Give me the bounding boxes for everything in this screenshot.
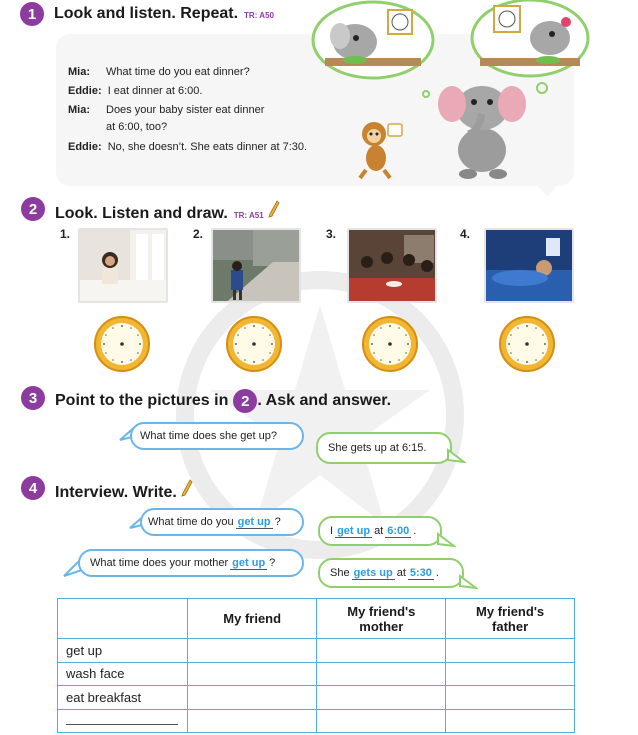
- picture-number-4: 4.: [460, 227, 471, 241]
- photo-boy-walking: [211, 228, 301, 303]
- table-row: [58, 709, 575, 733]
- section-3-title-end: . Ask and answer.: [257, 392, 392, 409]
- row-label-blank[interactable]: [58, 709, 188, 733]
- monkey-mia-illustration: [352, 118, 408, 180]
- header-my-friend: My friend: [187, 599, 316, 639]
- table-row: [58, 662, 575, 686]
- photo-family-dinner: [347, 228, 437, 303]
- dialogue-line-5: [68, 141, 307, 153]
- write-in-line[interactable]: [66, 713, 178, 725]
- answer-text: She gets up at 6:15.: [328, 442, 427, 454]
- section-1-badge: 1: [20, 2, 44, 26]
- dialogue-line-2: [68, 85, 202, 97]
- question-text: What time does she get up?: [140, 430, 277, 442]
- table-cell[interactable]: [187, 709, 316, 733]
- header-friends-mother: My friend's mother: [317, 599, 446, 639]
- section-4-heading: [55, 479, 193, 502]
- a2-mid: at: [396, 567, 406, 579]
- thought-bubble-sister-illustration: [470, 0, 590, 80]
- a1-end: .: [413, 525, 417, 537]
- section-2-track[interactable]: TR: A51: [233, 211, 264, 220]
- q1-end: ?: [274, 516, 281, 528]
- a2-time-blank[interactable]: 5:30: [409, 566, 432, 579]
- photo-girl-waking-up: [78, 228, 168, 303]
- q2-start: What time does your mother: [90, 557, 229, 569]
- interview-answer-2: [318, 558, 464, 588]
- pencil-icon: [181, 479, 193, 502]
- table-header-row: [58, 599, 575, 639]
- section-3-title-start: Point to the pictures in: [55, 392, 229, 409]
- q2-end: ?: [269, 557, 276, 569]
- speaker: Mia:: [68, 66, 90, 78]
- a2-end: .: [435, 567, 439, 579]
- speaker: Eddie:: [68, 141, 102, 153]
- interview-question-1: [140, 508, 304, 536]
- clock-4[interactable]: [498, 315, 556, 373]
- a1-mid: at: [374, 525, 384, 537]
- section-2-badge: 2: [21, 197, 45, 221]
- picture-number-2: 2.: [193, 227, 204, 241]
- interview-table: [57, 598, 575, 733]
- clock-3[interactable]: [361, 315, 419, 373]
- a1-start: I: [330, 525, 334, 537]
- table-cell[interactable]: [317, 709, 446, 733]
- table-cell[interactable]: [446, 662, 575, 686]
- answer-bubble: [316, 432, 452, 464]
- pencil-icon: [268, 200, 280, 223]
- a2-start: She: [330, 567, 350, 579]
- dialogue-line-3: [68, 104, 265, 116]
- row-label: get up: [58, 639, 188, 663]
- picture-number-3: 3.: [326, 227, 337, 241]
- section-1-track[interactable]: TR: A50: [244, 11, 274, 20]
- bubble-tail: [446, 448, 466, 466]
- line-text: What time do you eat dinner?: [106, 66, 250, 78]
- table-cell[interactable]: [317, 639, 446, 663]
- section-3-badge: 3: [21, 386, 45, 410]
- table-row: [58, 686, 575, 710]
- table-cell[interactable]: [446, 639, 575, 663]
- line-text: at 6:00, too?: [106, 121, 168, 133]
- interview-question-2: [78, 549, 304, 577]
- line-text: No, she doesn’t. She eats dinner at 7:30.: [107, 141, 308, 153]
- header-friends-father: My friend's father: [446, 599, 575, 639]
- section-4-title: Interview. Write.: [55, 484, 177, 501]
- q1-start: What time do you: [148, 516, 234, 528]
- table-row: [58, 639, 575, 663]
- dialogue-line-4: [106, 121, 167, 133]
- dialogue-line-1: [68, 66, 250, 78]
- section-1-heading: [54, 5, 274, 23]
- bubble-tail: [458, 574, 478, 592]
- inline-section-2-badge: 2: [233, 389, 257, 413]
- q2-answer-blank[interactable]: get up: [232, 556, 266, 569]
- line-text: I eat dinner at 6:00.: [107, 85, 203, 97]
- a2-verb-blank[interactable]: gets up: [353, 566, 393, 579]
- bubble-tail: [436, 532, 456, 550]
- table-cell[interactable]: [446, 686, 575, 710]
- section-3-heading: [55, 389, 391, 413]
- table-cell[interactable]: [187, 662, 316, 686]
- picture-number-1: 1.: [60, 227, 71, 241]
- a1-verb-blank[interactable]: get up: [337, 524, 371, 537]
- line-text: Does your baby sister eat dinner: [106, 104, 265, 116]
- section-1-title: Look and listen. Repeat.: [54, 5, 239, 22]
- speaker: Eddie:: [68, 85, 102, 97]
- row-label: eat breakfast: [58, 686, 188, 710]
- q1-answer-blank[interactable]: get up: [237, 515, 271, 528]
- speaker: Mia:: [68, 104, 90, 116]
- clock-2[interactable]: [225, 315, 283, 373]
- a1-time-blank[interactable]: 6:00: [387, 524, 410, 537]
- section-2-heading: [55, 200, 280, 223]
- clock-1[interactable]: [93, 315, 151, 373]
- table-cell[interactable]: [187, 639, 316, 663]
- table-cell[interactable]: [317, 662, 446, 686]
- thought-bubble-mia-illustration: [310, 0, 436, 80]
- interview-answer-1: [318, 516, 442, 546]
- section-2-title: Look. Listen and draw.: [55, 205, 228, 222]
- row-label: wash face: [58, 662, 188, 686]
- elephant-eddie-illustration: [412, 72, 552, 182]
- section-4-badge: 4: [21, 476, 45, 500]
- table-cell[interactable]: [446, 709, 575, 733]
- question-bubble: [130, 422, 304, 450]
- photo-boy-sleeping: [484, 228, 574, 303]
- table-cell[interactable]: [317, 686, 446, 710]
- header-empty: [58, 599, 188, 639]
- table-cell[interactable]: [187, 686, 316, 710]
